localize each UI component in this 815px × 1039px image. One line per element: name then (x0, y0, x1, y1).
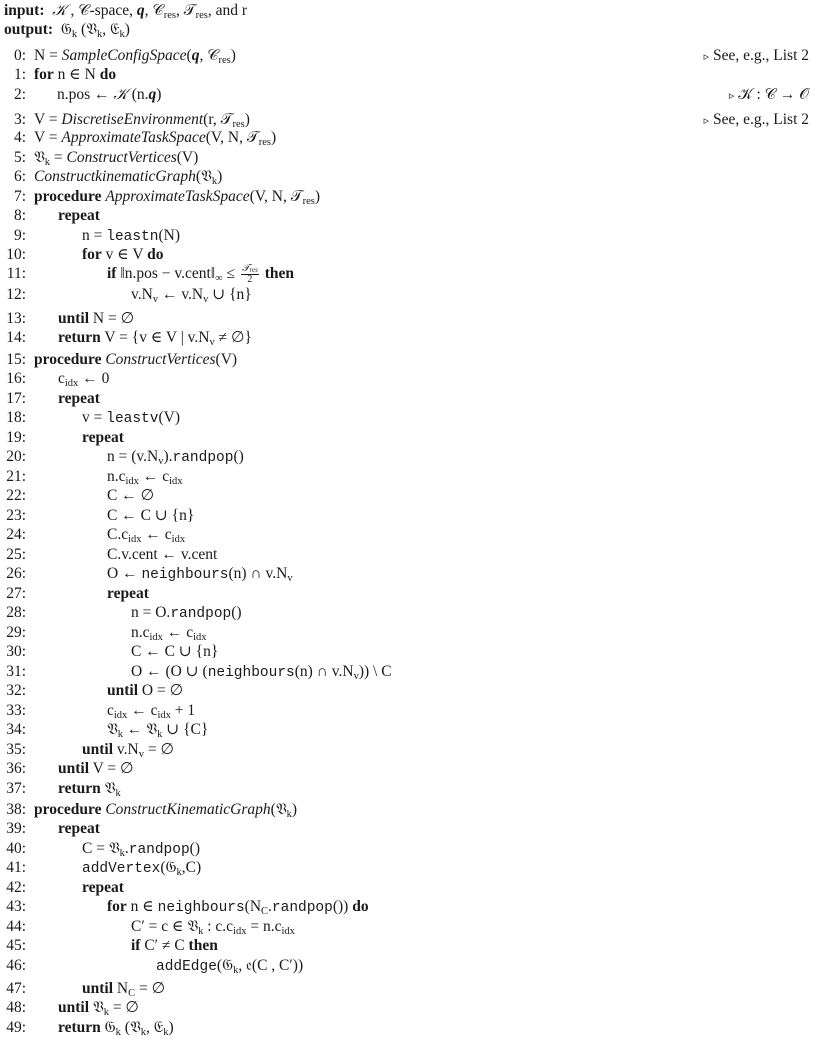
algorithm-input-line (0, 1, 815, 20)
algo-line-38: 38: procedure ConstructKinematicGraph(𝔙$_k$) (6, 801, 298, 820)
algo-line-24: 24: $C.c_{idx}$ ← $c_{idx}$ (6, 526, 186, 545)
algo-line-43: 43: for n ∈ $neighbours(N_C.randpop())$ do (6, 898, 369, 917)
algo-line-44: 44: C′ = c ∈ 𝔙$_k$ : $c.c_{idx} = n.c_{idx}$ (6, 918, 295, 937)
algo-line-48: 48: until 𝔙$_k$ = ∅ (6, 999, 139, 1018)
output-values: 𝔊$_k$ (𝔙$_k$, 𝔈$_k$) (56, 21, 130, 40)
algo-line-40: 40: C = 𝔙$_k$.randpop() (6, 840, 200, 859)
algo-line-36: 36: until V = ∅ (6, 760, 134, 777)
algo-line-13: 13: until N = ∅ (6, 310, 135, 327)
algo-line-25: 25: C.v.cent ← v.cent (6, 546, 218, 563)
algo-comment: ▹ 𝒦 : 𝒞 → 𝒪 (728, 86, 809, 103)
algo-line-12: 12: $v.N_v$ ← $v.N_v$ ∪ {n} (6, 286, 252, 305)
algo-line-0: 0: N = SampleConfigSpace(q, 𝒞$_{res}$) ▹ See, e.g., List 2 (13, 47, 809, 66)
algo-line-10: 10: for v ∈ V do (6, 246, 164, 263)
algo-code: N = SampleConfigSpace(q, 𝒞$_{res}$) (34, 47, 236, 66)
algo-line-20: 20: $n = (v.N_v).randpop()$ (6, 448, 244, 467)
algo-line-45: 45: if C′ ≠ C then (6, 937, 218, 954)
algo-line-14: 14: return V = {v ∈ V | $v.N_v$ ≠ ∅} (6, 329, 252, 348)
algo-line-5: 5: 𝔙$_k$ = ConstructVertices(V) (13, 149, 199, 168)
algo-line-46: 46: addEdge(𝔊$_k$, 𝔢(C , C′)) (6, 957, 304, 976)
algo-line-21: 21: $n.c_{idx}$ ← $c_{idx}$ (6, 468, 183, 487)
algo-line-39: 39: repeat (6, 820, 100, 837)
algo-comment: ▹ See, e.g., List 2 (703, 111, 809, 128)
algorithm-output-line (0, 20, 815, 39)
algo-line-29: 29: $n.c_{idx}$ ← $c_{idx}$ (6, 624, 207, 643)
comment-triangle-icon: ▹ (703, 51, 710, 63)
algo-line-3: 3: V = DiscretiseEnvironment(r, 𝒯$_{res}$) ▹ See, e.g., List 2 (13, 111, 809, 130)
algo-line-37: 37: return 𝔙$_k$ (6, 780, 121, 799)
algo-line-32: 32: until O = ∅ (6, 682, 184, 699)
algo-line-11: 11: if ‖n.pos − $v.cent‖_\infty$ ≤ $\frac{𝒯_{res}}{2}$ then (6, 263, 295, 285)
algo-comment: ▹ See, e.g., List 2 (703, 47, 809, 64)
algo-line-23: 23: C ← C ∪ {n} (6, 507, 195, 524)
algo-line-31: 31: O ← (O ∪ (neighbours(n) ∩ $v.N_v$)) \ C (6, 663, 392, 682)
algo-line-22: 22: C ← ∅ (6, 487, 155, 504)
algo-line-1: 1: for n ∈ N do (13, 66, 117, 83)
algo-line-26: 26: O ← neighbours(n) ∩ $v.N_v$ (6, 565, 293, 584)
algo-line-49: 49: return 𝔊$_k$ (𝔙$_k$, 𝔈$_k$) (6, 1019, 174, 1038)
output-label: output: (4, 21, 54, 38)
algo-line-4: 4: V = ApproximateTaskSpace(V, N, 𝒯$_{res}$) (13, 129, 277, 148)
algo-line-47: 47: until $N_C$ = ∅ (6, 980, 166, 999)
algo-line-17: 17: repeat (6, 390, 100, 407)
algo-line-30: 30: C ← C ∪ {n} (6, 643, 219, 660)
input-values: 𝒦 , 𝒞-space, q, 𝒞$_{res}$, 𝒯$_{res}$, and r (52, 2, 248, 21)
algo-line-42: 42: repeat (6, 879, 124, 896)
algo-line-8: 8: repeat (13, 207, 100, 224)
algo-line-33: 33: $c_{idx}$ ← $c_{idx} + 1$ (6, 702, 196, 721)
algo-line-2: 2: n.pos ← 𝒦 (n.q) ▹ 𝒦 : 𝒞 → 𝒪 (0, 85, 815, 104)
comment-triangle-icon: ▹ (728, 90, 735, 102)
comment-triangle-icon: ▹ (703, 115, 710, 127)
algo-line-35: 35: until $v.N_v$ = ∅ (6, 741, 174, 760)
algo-line-41: 41: addVertex(𝔊$_k$,C) (6, 859, 202, 878)
algo-line-18: 18: v = leastv(V) (6, 409, 180, 427)
input-label: input: (4, 2, 45, 19)
algo-line-16: 16: $c_{idx}$ ← 0 (6, 370, 110, 389)
algo-line-34: 34: 𝔙$_k$ ← 𝔙$_k$ ∪ {C} (6, 721, 209, 740)
algo-line-28: 28: n = O.randpop() (6, 604, 242, 622)
algo-line-9: 9: n = leastn(N) (13, 227, 180, 245)
algo-line-7: 7: procedure ApproximateTaskSpace(V, N, 𝒯$_{res}$) (13, 188, 321, 207)
algo-line-6: 6: ConstructkinematicGraph(𝔙$_k$) (13, 168, 223, 187)
algo-line-19: 19: repeat (6, 429, 124, 446)
algo-line-27: 27: repeat (6, 585, 149, 602)
algo-line-15: 15: procedure ConstructVertices(V) (6, 351, 238, 368)
